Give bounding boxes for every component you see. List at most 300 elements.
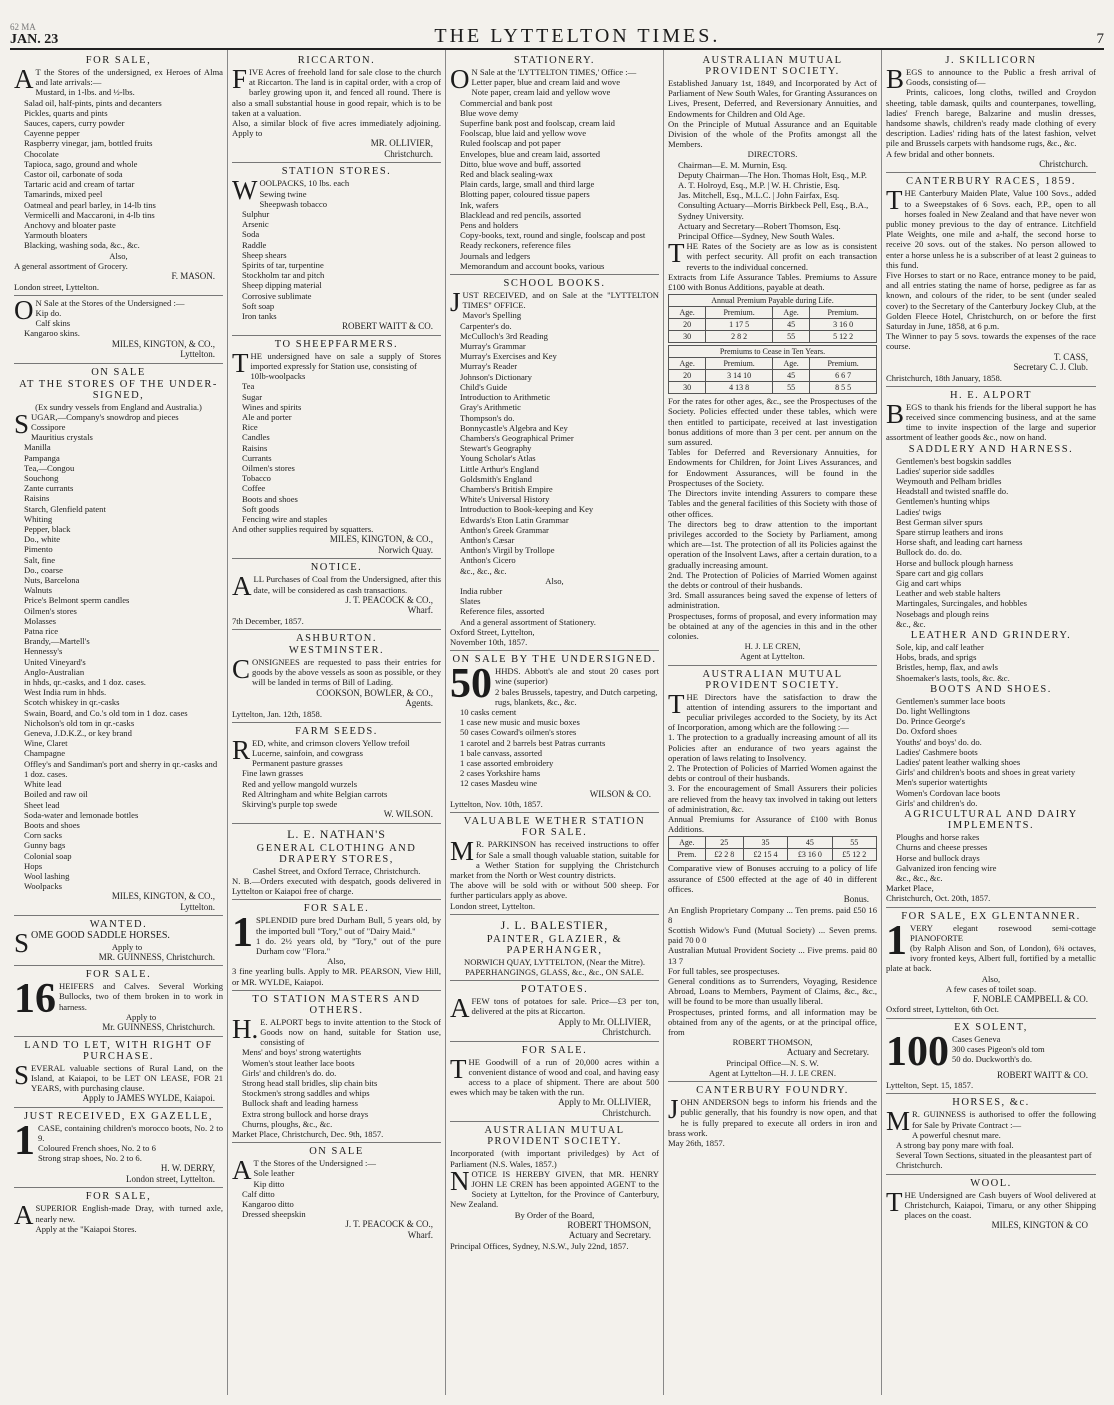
list-item: Copy-books, text, round and single, foolscap and post [460, 230, 646, 241]
table-cell: 5 12 2 [810, 331, 877, 343]
list-item: Hennessy's [24, 646, 63, 657]
list-item: India rubber [460, 585, 503, 596]
list-item: Offley's and Sandiman's port and sherry in qr.-casks and 1 doz. cases. [24, 758, 218, 779]
table-cell: 6 6 7 [810, 370, 877, 382]
list-item: Plain cards, large, small and third large [460, 179, 595, 190]
list-item: Patna rice [24, 626, 59, 637]
item-list [886, 1130, 1096, 1171]
list-item: Pens and holders [460, 220, 519, 231]
list-item: Manilla [24, 442, 51, 453]
list-item: 1 bale canvass, assorted [460, 747, 543, 758]
ad-dray: FOR SALE, ASUPERIOR English-made Dray, with turned axle, nearly new. Apply at the "Kaiapoi Stores. [14, 1191, 223, 1234]
list-item: Raisins [24, 493, 50, 504]
table-cell: 25 [705, 837, 743, 849]
list-item: Sauces, capers, curry powder [24, 118, 125, 129]
list-item: Nosebags and plough reins [896, 608, 989, 619]
list-item: Do. Prince George's [896, 716, 965, 727]
list-item: Anchovy and bloater paste [24, 220, 116, 231]
list-item: Boots and shoes [24, 819, 80, 830]
masthead [10, 8, 1104, 50]
item-list [232, 1047, 441, 1129]
list-item: Goldsmith's England [460, 473, 532, 484]
list-item: Gunny bags [24, 840, 66, 851]
list-item: Corrosive sublimate [242, 290, 312, 301]
table-cell: 1 17 5 [706, 319, 773, 331]
column-5 [882, 50, 1100, 1395]
list-item: 2 bales Brussels, tapestry, and Dutch carpeting, rugs, blankets, &c., &c. [495, 686, 658, 707]
table-cell: 30 [669, 382, 706, 394]
list-item: Pepper, black [24, 524, 71, 535]
ad-miles-kington-stores: ON SALE AT THE STORES OF THE UNDER-SIGNED, (Ex sundry vessels from England and Australia.) SUGAR,—Company's snowdrop and pieces Cossipore Mauritius crystals Manilla Pampanga Tea,—Congou Souchong Zante currants Raisins Starch, Glenfield patent Whiting Pepper, black Do., white Pimento Salt, fine Do., coarse Nuts, Barcelona Walnuts Price's Belmont sperm candles Oilmen's stores Molasses Patna rice Brandy,—Martell's Hennessy's United Vineyard's Anglo-Australian in hhds, qr.-casks, and 1 doz. cases. West India rum in hhds. Scotch whiskey in qr.-casks Swain, Board, and Co.'s old tom in 1 doz. cases Nicholson's old tom in qr.-casks Geneva, J.D.K.Z., or key brand Wine, Claret Champagne Offley's and Sandiman's port and sherry in qr.-casks and 1 doz. cases. White lead Boiled and raw oil Sheet lead Soda-water and lemonade bottles Boots and shoes Corn sacks Gunny bags Colonial soap Hops Wool lashing Woolpacks MILES, KINGTON, & CO., Lyttelton. [14, 364, 223, 917]
list-item: Kip do. [35, 307, 62, 318]
list-item: Johnson's Dictionary [460, 371, 532, 382]
list-item: Ladies' Cashmere boots [896, 746, 978, 757]
list-item: Do., coarse [24, 564, 63, 575]
ad-ex-gazelle: JUST RECEIVED, EX GAZELLE, 1 CASE, containing children's morocco boots, No. 2 to 9. Coloured French shoes, No. 2 to 6 Strong strap shoes, No. 2 to 6. H. W. DERRY, London street, Lyttelton. [14, 1108, 223, 1189]
table-cell: £5 12 2 [832, 849, 876, 861]
list-item: Rice [242, 422, 258, 433]
list-item: Murray's Exercises and Key [460, 351, 557, 362]
ad-wether-station: VALUABLE WETHER STATION FOR SALE. MR. PARKINSON has received instructions to offer for Sale a small though valuable station, suitable for a Wether Station for supplying the Christchurch market from the North or West country districts. The above will be sold with or without 500 sheep. For further particulars apply as above. London street, Lyttelton. [450, 813, 659, 914]
list-item: Headstall and twisted snaffle do. [896, 486, 1009, 497]
list-item: A. T. Holroyd, Esq., M.P. | W. H. Christie, Esq. [678, 180, 840, 191]
list-item: Soda-water and lemonade bottles [24, 809, 139, 820]
list-item: Mavor's Spelling [462, 310, 522, 321]
list-item: Mens' and boys' strong watertights [242, 1047, 362, 1058]
column-1 [10, 50, 228, 1395]
list-item: Shoemaker's lasts, tools, &c. &c. [896, 672, 1010, 683]
list-item: Chambers's British Empire [460, 483, 553, 494]
list-item: White's Universal History [460, 494, 550, 505]
table-cell: 55 [772, 331, 809, 343]
list-item: Ruled foolscap and pot paper [460, 138, 561, 149]
list-item: Souchong [24, 473, 59, 483]
premium-table-100 [668, 836, 877, 861]
list-item: Corn sacks [24, 830, 62, 841]
list-item: Extra strong bullock and horse drays [242, 1108, 369, 1119]
ad-station-masters: TO STATION MASTERS AND OTHERS. H.E. ALPORT begs to invite attention to the Stock of Goods now on hand, suitable for Station use, consisting of Mens' and boys' strong watertights Women's stout leather lace boots Girls' and children's do. do. Strong head stall bridles, slip chain bits Stockmen's strong saddles and whips Bullock shaft and leading harness Extra strong bullock and horse drays Churns, ploughs, &c., &c. Market Place, Christchurch, Dec. 9th, 1857. [232, 991, 441, 1143]
list-item: Ready reckoners, reference files [460, 240, 571, 251]
table-cell: 4 13 8 [706, 382, 773, 394]
list-item: Anthon's Greek Grammar [460, 524, 549, 535]
list-item: Sheet lead [24, 799, 60, 810]
list-item: Cossipore [31, 421, 66, 432]
list-item: Blotting paper, coloured tissue papers [460, 189, 590, 200]
list-item: And a general assortment of Stationery. [460, 616, 596, 627]
list-item: Oatmeal and pearl barley, in 14-lb tins [24, 199, 156, 210]
list-item: Blue wove demy [460, 107, 519, 118]
list-item: Girls' and children's boots and shoes in great variety [896, 767, 1076, 778]
list-item: Gray's Arithmetic [460, 402, 521, 413]
list-item: Strong strap shoes, No. 2 to 6. [38, 1153, 142, 1164]
table-cell: 55 [772, 382, 809, 394]
list-item: Stewart's Geography [460, 443, 532, 454]
list-item: Sheep shears [242, 249, 287, 260]
ad-pianoforte: FOR SALE, EX GLENTANNER. 1 VERY elegant rosewood semi-cottage PIANOFORTE (by Ralph Alison and Son, of London), 6¾ octaves, ivory fronted keys, Albert full, fortified by a metallic plate at back. Also, A few cases of toilet soap. F. NOBLE CAMPBELL & CO. Oxford street, Lyttelton, 6th Oct. [886, 908, 1096, 1019]
table-cell: £3 16 0 [788, 849, 832, 861]
table-cell: Premium. [810, 358, 877, 370]
list-item: Sheepwash tobacco [259, 198, 328, 209]
ad-nathan: L. E. NATHAN'S GENERAL CLOTHING AND DRAPERY STORES, Cashel Street, and Oxford Terrace, Christchurch. N. B.—Orders executed with despatch, goods delivered in Lyttelton or Kaiapoi free of charge. [232, 824, 441, 901]
list-item: Introduction to Book-keeping and Key [460, 504, 594, 515]
list-item: Young Scholar's Atlas [460, 453, 536, 464]
premium-table-ten-years: Premiums to Cease in Ten Years. Age. Premium. Age. Premium. 20 3 14 10 45 6 6 7 30 4 13 8 55 8 5 5 [668, 345, 877, 394]
list-item: Tobacco [242, 473, 271, 484]
list-item: Molasses [24, 615, 56, 626]
list-item: Horse shaft, and leading cart harness [896, 537, 1023, 548]
item-list [14, 308, 223, 339]
list-item: Coffee [242, 483, 266, 494]
list-item: Youths' and boys' do. do. [896, 736, 982, 747]
item-list [450, 77, 659, 271]
list-item: Kangaroo skins. [24, 328, 80, 339]
list-item: 10lb-woolpacks [250, 371, 306, 382]
list-item: Arsenic [242, 219, 269, 230]
list-item: Child's Guide [460, 381, 508, 392]
list-item: Cayenne pepper [24, 128, 80, 139]
list-item: Salad oil, half-pints, pints and decanters [24, 97, 162, 108]
ad-canterbury-races: CANTERBURY RACES, 1859. THE Canterbury Maiden Plate, Value 100 Sovs., added to a Sweepstakes of 6 Sovs. each, P.P., open to all horses foaled in New Zealand and that have never won public money previous to the day of entrance. Litchfield Plate Weights, one mile and a-half, the second horse to receive 20 sovs. out of the stakes. No person allowed to enter a horse unless he is a subscriber of at least 2 guineas to this fund. Five Horses to start or no Race, entrance money to be paid, and all entries stating the name of horse, pedigree as far as known, and colours of the rider, to be sent (under sealed cover) to the Secretary of the Canterbury Jockey Club, at the Golden Fleece Hotel, Christchurch, on or before the first Saturday in June, 1858, at 6 p.m. The Winner to pay 5 sovs. towards the expenses of the race course. T. CASS, Secretary C. J. Club. Christchurch, 18th January, 1858. [886, 173, 1096, 386]
column-3 [446, 50, 664, 1395]
list-item: Candles [242, 432, 270, 443]
ad-ashburton: ASHBURTON. WESTMINSTER. CONSIGNEES are requested to pass their entries for goods by the above vessels as soon as possible, or they will be landed in terms of Bill of Lading. COOKSON, BOWLER, & CO., Agents. Lyttelton, Jan. 12th, 1858. [232, 630, 441, 723]
list-item: Several Town Sections, situated in the pleasantest part of Christchurch. [896, 1150, 1092, 1171]
list-item: Best German silver spurs [896, 516, 983, 527]
list-item: Carpenter's do. [460, 320, 512, 331]
item-list [14, 422, 223, 891]
ad-balestier: J. L. BALESTIER, PAINTER, GLAZIER, & PAPERHANGER, NORWICH QUAY, LYTTELTON, (Near the Mitre). PAPERHANGINGS, GLASS, &c., &c., ON SALE. [450, 915, 659, 981]
table-cell: 30 [669, 331, 706, 343]
list-item: Do. light Wellingtons [896, 706, 970, 717]
list-item: Lucerne, sainfoin, and cowgrass [252, 748, 363, 759]
list-item: Weymouth and Pelham bridles [896, 476, 1002, 486]
ad-peacock-leather: ON SALE AT the Stores of the Undersigned :— Sole leather Kip ditto Calf ditto Kangaroo ditto Dressed sheepskin J. T. PEACOCK & CO., Wharf. [232, 1143, 441, 1243]
list-item: Sewing twine [259, 188, 307, 199]
list-item: Fencing wire and staples [242, 514, 328, 525]
item-list [886, 832, 1096, 883]
list-item: Oilmen's stores [24, 605, 77, 616]
list-item: 1 case assorted embroidery [460, 758, 554, 768]
table-cell: Age. [772, 358, 809, 370]
list-item: Calf ditto [242, 1188, 275, 1199]
item-list [450, 586, 659, 627]
item-list [886, 696, 1096, 808]
item-list [886, 642, 1096, 683]
list-item: Bonnycastle's Algebra and Key [460, 422, 568, 433]
list-item: Principal Office—Sydney, New South Wales. [678, 231, 835, 242]
list-item: Reference files, assorted [460, 606, 545, 617]
list-item: Little Arthur's England [460, 463, 539, 474]
item-list [14, 87, 223, 250]
list-item: McCulloch's 3rd Reading [460, 330, 548, 341]
list-item: Red Altringham and white Belgian carrots [242, 788, 388, 799]
columns [10, 50, 1104, 1395]
ad-station-stores: STATION STORES. WOOLPACKS, 10 lbs. each Sewing twine Sheepwash tobacco Sulphur Arsenic Soda Raddle Sheep shears Spirits of tar, turpentine Stockholm tar and pitch Sheep dipping material Corrosive sublimate Soft soap Iron tanks ROBERT WAITT & CO. [232, 163, 441, 335]
table-cell: Premium. [810, 307, 877, 319]
list-item: Sulphur [242, 209, 270, 220]
table-cell: 45 [772, 319, 809, 331]
table-cell: Age. [669, 307, 706, 319]
table-cell: 55 [832, 837, 876, 849]
list-item: Castor oil, carbonate of soda [24, 169, 123, 180]
newspaper-title: THE LYTTELTON TIMES. [434, 25, 721, 47]
list-item: Scotch whiskey in qr.-casks [24, 697, 120, 708]
list-item: Bullock do. do. do. [896, 547, 962, 558]
list-item: Pickles, quarts and pints [24, 107, 108, 118]
list-item: Anthon's Cicero [460, 555, 516, 566]
list-item: Red and yellow mangold wurzels [242, 778, 358, 789]
list-item: Cases Geneva [952, 1033, 1001, 1044]
ad-notice-coal: NOTICE. ALL Purchases of Coal from the Undersigned, after this date, will be considered as cash transactions. J. T. PEACOCK & CO., Wharf. 7th December, 1857. [232, 559, 441, 630]
list-item: 2 cases Yorkshire hams [460, 768, 541, 779]
item-list [232, 1168, 441, 1219]
item-list [232, 748, 441, 809]
list-item: Sugar [242, 391, 263, 402]
list-item: Ale and porter [242, 411, 292, 422]
list-item: Iron tanks [242, 311, 277, 322]
list-item: Blacklead and red pencils, assorted [460, 209, 581, 220]
list-item: Churns and cheese presses [896, 842, 988, 853]
list-item: Pampanga [24, 452, 60, 463]
list-item: 1 case new music and music boxes [460, 717, 580, 728]
list-item: Boots and shoes [242, 493, 298, 504]
list-item: &c., &c., &c. [460, 565, 507, 576]
list-item: Sole leather [253, 1168, 295, 1179]
list-item: Mauritius crystals [31, 432, 93, 443]
list-item: Soft goods [242, 503, 280, 514]
ad-mason-for-sale: FOR SALE, AT the Stores of the undersigned, ex Heroes of Alma and late arrivals:— Mustard, in 1-lbs. and ½-lbs. Salad oil, half-pints, pints and decanters Pickles, quarts and pints Sauces, capers, curry powder Cayenne pepper Raspberry vinegar, jam, bottled fruits Chocolate Tapioca, sago, ground and whole Castor oil, carbonate of soda Tartaric acid and cream of tartar Tamarinds, mixed peel Oatmeal and pearl barley, in 14-lb tins Vermicelli and Maccaroni, in 4-lb tins Anchovy and bloater paste Yarmouth bloaters Blacking, washing soda, &c., &c. Also, A general assortment of Grocery. F. MASON. London street, Lyttelton. [14, 52, 223, 296]
premium-table-life: Annual Premium Payable during Life. Age. Premium. Age. Premium. 20 1 17 5 45 3 16 0 30 2 8 2 55 5 12 2 [668, 294, 877, 343]
list-item: Raisins [242, 442, 268, 453]
list-item: Slates [460, 596, 481, 607]
issue-date: 62 MA JAN. 23 [10, 22, 59, 47]
list-item: Martingales, Surcingales, and hobbles [896, 598, 1028, 609]
list-item: Foolscap, blue laid and yellow wove [460, 128, 587, 139]
list-item: Woolpacks [24, 881, 62, 892]
list-item: Boiled and raw oil [24, 789, 88, 800]
list-item: Girls' and children's do. [896, 797, 978, 808]
list-item: Leather and web stable halters [896, 588, 1001, 599]
list-item: Champagne [24, 748, 66, 759]
list-item: Calf skins [35, 318, 71, 329]
table-cell: 3 16 0 [810, 319, 877, 331]
list-item: Colonial soap [24, 850, 72, 861]
list-item: Murray's Reader [460, 361, 518, 372]
list-item: Jas. Mitchell, Esq., M.L.C. | John Fairfax, Esq. [678, 190, 840, 201]
item-list [886, 456, 1096, 629]
table-cell: 20 [669, 319, 706, 331]
list-item: Tapioca, sago, ground and whole [24, 158, 138, 169]
list-item: Soft soap [242, 300, 275, 311]
list-item: A strong bay pony mare with foal. [896, 1139, 1014, 1150]
list-item: Mustard, in 1-lbs. and ½-lbs. [35, 87, 135, 98]
list-item: Murray's Grammar [460, 341, 526, 352]
list-item: Stockmen's strong saddles and whips [242, 1088, 370, 1099]
ad-farm-seeds: FARM SEEDS. RED, white, and crimson clovers Yellow trefoil Lucerne, sainfoin, and cowgrass Permanent pasture grasses Fine lawn grasses Red and yellow mangold wurzels Red Altringham and white Belgian carrots Skirving's purple top swede W. WILSON. [232, 723, 441, 824]
ad-sheepfarmers: TO SHEEPFARMERS. THE undersigned have on sale a supply of Stores imported expressly for Station use, consisting of 10lb-woolpacks Tea Sugar Wines and spirits Ale and porter Rice Candles Raisins Currants Oilmen's stores Tobacco Coffee Boots and shoes Soft goods Fencing wire and staples And other supplies required by squatters. MILES, KINGTON, & CO., Norwich Quay. [232, 336, 441, 560]
list-item: Ladies' superior side saddles [896, 465, 995, 476]
directors-list [668, 160, 877, 242]
list-item: 50 cases Coward's oilmen's stores [460, 727, 577, 738]
table-cell: 35 [743, 837, 787, 849]
ad-heifers: FOR SALE. 16 HEIFERS and Calves. Several Working Bullocks, two of them broken in to work in harness. Apply to Mr. GUINNESS, Christchurch. [14, 966, 223, 1036]
list-item: West India rum in hhds. [24, 687, 107, 698]
list-item: Do. Oxford shoes [896, 726, 957, 737]
list-item: 12 cases Masdeu wine [460, 778, 538, 789]
ad-wool: WOOL. THE Undersigned are Cash buyers of Wool delivered at Christchurch, Kaiapoi, Timaru, or any other Shipping places on the coast. MILES, KINGTON & CO [886, 1177, 1096, 1231]
list-item: Red and black sealing-wax [460, 169, 553, 180]
ad-amp-society: AUSTRALIAN MUTUAL PROVIDENT SOCIETY. Established January 1st, 1849, and Incorporated by Act of Parliament of New South Wales, for Granting Assurances on Lives, Present, Deferred, and Reversionary Annuities, and Endowments for Children and Old Age. On the Principle of Mutual Assurance and an Equitable Division of the whole of the Profits amongst all the Members. DIRECTORS. Chairman—E. M. Murnin, Esq. Deputy Chairman—The Hon. Thomas Holt, Esq., M.P. A. T. Holroyd, Esq., M.P. | W. H. Christie, Esq. Jas. Mitchell, Esq., M.L.C. | John Fairfax, Esq. Consulting Actuary—Morris Birkbeck Pell, Esq., B.A., Sydney University. Actuary and Secretary—Robert Thomson, Esq. Principal Office—Sydney, New South Wales. THE Rates of the Society are as low as is consistent with perfect security. All profit on each transaction reverts to the individual concerned. Extracts from Life Assurance Tables. Premiums to Assure £100 with Bonus Additions, payable at death. Annual Premium Payable during Life. Age. Premium. Age. Premium. 20 1 17 5 45 3 16 0 30 2 8 2 55 5 12 2 Premiums to Cease in Ten Years. Age. Premium. Age. Premium. 20 3 14 10 45 6 6 7 30 4 13 8 55 8 5 5 For the rates for other ages, &c., see the Prospectuses of the Society. Policies effected under these tables, which were then entitled to participate, received at last investigation bonus additions of more than 3 per cent. per annum on the sum assured. Tables for Deferred and Reversionary Annuities, for Endowments for Children, for Joint Lives Assurances, and for Endowment Assurances, will be found in the Prospectuses of the Society. The Directors invite intending Assurers to compare these Tables and the general facilities of this Society with those of other offices. The directors beg to draw attention to the important privileges accorded to the Society by Parliament, among which are—1st. The protection of all its Policies against the operation of the Insolvent Laws, after a certain duration, to a gradually increasing amount. 2nd. The Protection of Policies of Married Women against the debts or controul of their husbands. 3rd. Small assurances being saved the expense of letters of administration. Prospectuses, forms of proposal, and every information may be obtained at any of the agencies in this and in the other colonies. H. J. LE CREN, Agent at Lyttelton. [668, 52, 877, 666]
item-list [450, 310, 659, 575]
list-item: Superfine bank post and foolscap, cream laid [460, 118, 615, 129]
list-item: Spare cart and gig collars [896, 567, 984, 578]
list-item: Hobs, brads, and sprigs [896, 652, 977, 663]
list-item: Envelopes, blue and cream laid, assorted [460, 148, 601, 159]
list-item: Kip ditto [253, 1178, 285, 1189]
ad-skillicorn: J. SKILLICORN BEGS to announce to the Public a fresh arrival of Goods, consisting of— Prints, calicoes, long cloths, twilled and Croydon sheeting, table damask, quilts and counterpanes, towelling, ladies' French barege, Balzarine and muslin dresses, handsome shawls, children's ready made clothing of every description. Ladies' riding hats of the latest fashion, velvet pile and Brussels carpets with handsome rugs, &c., &c. A few bridal and other bonnets. Christchurch. [886, 52, 1096, 173]
list-item: Dressed sheepskin [242, 1209, 306, 1220]
list-item: Ink, wafers [460, 199, 499, 210]
ad-stationery: STATIONERY. ON Sale at the 'LYTTELTON TIMES,' Office :— Letter paper, blue and cream laid and wove Note paper, cream laid and yellow wove Commercial and bank post Blue wove demy Superfine bank post and foolscap, cream laid Foolscap, blue laid and yellow wove Ruled foolscap and pot paper Envelopes, blue and cream laid, assorted Ditto, blue wove and buff, assorted Red and black sealing-wax Plain cards, large, small and third large Blotting paper, coloured tissue papers Ink, wafers Blacklead and red pencils, assorted Pens and holders Copy-books, text, round and single, foolscap and post Ready reckoners, reference files Journals and ledgers Memorandum and account books, various [450, 52, 659, 275]
list-item: &c., &c., &c. [896, 872, 943, 883]
table-cell: Premium. [706, 307, 773, 319]
list-item: Anthon's Cæsar [460, 534, 515, 545]
list-item: Anglo-Australian [24, 666, 85, 677]
list-item: Wine, Claret [24, 738, 68, 749]
table-cell: 2 8 2 [706, 331, 773, 343]
ad-land-to-let: LAND TO LET, WITH RIGHT OF PURCHASE. SEVERAL valuable sections of Rural Land, on the Island, at Kaiapoi, to be LET ON LEASE, FOR 21 YEARS, with purchasing clause. Apply to JAMES WYLDE, Kaiapoi. [14, 1037, 223, 1108]
list-item: Chairman—E. M. Murnin, Esq. [678, 159, 788, 170]
list-item: A powerful chesnut mare. [912, 1129, 1001, 1140]
list-item: in hhds, qr.-casks, and 1 doz. cases. [24, 677, 146, 688]
list-item: Gentlemen's summer lace boots [896, 695, 1006, 706]
list-item: Price's Belmont sperm candles [24, 595, 130, 606]
list-item: Whiting [24, 513, 53, 524]
table-cell: 8 5 5 [810, 382, 877, 394]
list-item: Nicholson's old tom in qr.-casks [24, 717, 135, 728]
list-item: Stockholm tar and pitch [242, 270, 325, 281]
ad-potatoes: POTATOES. AFEW tons of potatoes for sale. Price—£3 per ton, delivered at the pits at Riccarton. Apply to Mr. OLLIVIER, Christchurch. [450, 981, 659, 1041]
column-2 [228, 50, 446, 1395]
list-item: Churns, ploughs, &c., &c. [242, 1118, 333, 1129]
list-item: Men's superior watertights [896, 777, 988, 788]
ad-amp-agent: AUSTRALIAN MUTUAL PROVIDENT SOCIETY. Incorporated (with important priviledges) by Act of Parliament (N.S. Wales, 1857.) NOTICE IS HEREBY GIVEN, that MR. HENRY JOHN LE CREN has been appointed AGENT to the Society at Lyttelton, for the Province of Canterbury, New Zealand. By Order of the Board, ROBERT THOMSON, Actuary and Secretary. Principal Offices, Sydney, N.S.W., July 22nd, 1857. [450, 1125, 659, 1251]
ad-wanted-horses: WANTED. SOME GOOD SADDLE HORSES. Apply to MR. GUINNESS, Christchurch. [14, 916, 223, 966]
list-item: Swain, Board, and Co.'s old tom in 1 doz. cases [24, 707, 188, 718]
list-item: Sole, kip, and calf leather [896, 642, 984, 653]
ad-amp-privileges: AUSTRALIAN MUTUAL PROVIDENT SOCIETY. THE Directors have the satisfaction to draw the attention of intending assurers to the important and peculiar privileges accorded to the Society, by its Act of Incorporation, among which are the following :— 1. The protection to a gradually increasing amount of all its Policies after an endurance of two years against the operation of laws relating to Insolvency. 2. The Protection of Policies of Married Women against the debts or controul of their husbands. 3. For the encouragement of Small Assurers their policies are relieved from the heavy tax involved in taking out letters of administration, &c. Annual Premiums for Assurance of £100 with Bonus Additions. Age. 25 35 45 55 Prem. £2 2 8 £2 15 4 £3 16 0 £5 12 2 Comparative view of Bonuses accruing to a policy of life assurance of £500 effected at the age of 40 in different offices. Bonus. An English Proprietary Company ... Ten prems. paid £50 16 8 Scottish Widow's Fund (Mutual Society) ... Seven prems. paid 70 0 0 Australian Mutual Provident Society ... Five prems. paid 80 13 7 For full tables, see prospectuses. General conditions as to Surrenders, Voyaging, Residence Abroad, Loans to Members, Payment of Claims, &c., &c., will be found to be more than usually liberal. Prospectuses, printed forms, and all information may be obtained from any of the agents, or at the principal office, from ROBERT THOMSON, Actuary and Secretary. Principal Office—N. S. W. Agent at Lyttelton—H. J. LE CREN. [668, 666, 877, 1083]
item-list [232, 371, 441, 524]
list-item: Do., white [24, 534, 61, 545]
list-item: Fine lawn grasses [242, 768, 304, 779]
list-item: Ladies' twigs [896, 506, 942, 517]
list-item: Anthon's Virgil by Trollope [460, 545, 555, 556]
list-item: Ladies' patent leather walking shoes [896, 757, 1021, 768]
list-item: Women's stout leather lace boots [242, 1057, 355, 1068]
list-item: Commercial and bank post [460, 97, 553, 108]
list-item: Sheep dipping material [242, 280, 322, 291]
item-list [14, 1143, 223, 1163]
list-item: Tea [242, 381, 255, 392]
ad-durham-bull: FOR SALE. 1 SPLENDID pure bred Durham Bull, 5 years old, by the imported bull "Tory," out of "Dairy Maid." 1 do. 2½ years old, by "Tory," out of the pure Durham cow "Flora." Also, 3 fine yearling bulls. Apply to MR. PEARSON, View Hill, or MR. WYLDE, Kaiapoi. [232, 900, 441, 990]
list-item: Pimento [24, 544, 53, 555]
list-item: Consulting Actuary—Morris Birkbeck Pell, Esq., B.A., Sydney University. [678, 200, 869, 221]
list-item: Yarmouth bloaters [24, 230, 88, 241]
list-item: Permanent pasture grasses [252, 758, 343, 769]
list-item: Spare stirrup leathers and irons [896, 527, 1003, 538]
list-item: Chambers's Geographical Primer [460, 432, 574, 443]
list-item: Actuary and Secretary—Robert Thomson, Esq. [678, 220, 841, 231]
list-item: Ditto, blue wove and buff, assorted [460, 158, 581, 169]
item-list [232, 189, 441, 322]
list-item: Nuts, Barcelona [24, 575, 80, 586]
ad-miles-kington-leather: ON Sale at the Stores of the Undersigned :— Kip do. Calf skins Kangaroo skins. MILES, KINGTON, & CO., Lyttelton. [14, 296, 223, 364]
list-item: Bullock shaft and leading harness [242, 1098, 358, 1109]
list-item: Wool lashing [24, 870, 70, 881]
list-item: Bristles, hemp, flax, and awls [896, 662, 998, 673]
list-item: Horse and bullock plough harness [896, 557, 1013, 568]
list-item: Raspberry vinegar, jam, bottled fruits [24, 138, 153, 149]
ad-canterbury-foundry: CANTERBURY FOUNDRY. JOHN ANDERSON begs to inform his friends and the public generally, that his foundry is now open, and that he is fully prepared to execute all orders in iron and brass work. May 26th, 1857. [668, 1085, 877, 1149]
column-4 [664, 50, 882, 1395]
list-item: Memorandum and account books, various [460, 260, 605, 271]
list-item: Oilmen's stores [242, 463, 295, 473]
list-item: Thompson's do. [460, 412, 515, 423]
list-item: Tamarinds, mixed peel [24, 189, 103, 200]
list-item: United Vineyard's [24, 656, 86, 667]
list-item: Tartaric acid and cream of tartar [24, 179, 135, 190]
list-item: Skirving's purple top swede [242, 799, 338, 810]
list-item: Salt, fine [24, 554, 56, 565]
table-cell: 3 14 10 [706, 370, 773, 382]
list-item: Raddle [242, 239, 267, 250]
list-item: Strong head stall bridles, slip chain bits [242, 1078, 378, 1089]
list-item: White lead [24, 779, 62, 790]
list-item: Kangaroo ditto [242, 1199, 294, 1210]
table-cell: 20 [669, 370, 706, 382]
list-item: Vermicelli and Maccaroni, in 4-lb tins [24, 209, 155, 220]
list-item: Introduction to Arithmetic [460, 392, 551, 403]
list-item: Blacking, washing soda, &c., &c. [24, 240, 140, 251]
list-item: Ploughs and horse rakes [896, 832, 980, 843]
list-item: Chocolate [24, 148, 59, 159]
table-cell: £2 15 4 [743, 849, 787, 861]
list-item: Galvanized iron fencing wire [896, 862, 997, 873]
ad-horses: HORSES, &c. MR. GUINNESS is authorised to offer the following for Sale by Private Contract :— A powerful chesnut mare. A strong bay pony mare with foal. Several Town Sections, situated in the pleasantest part of Christchurch. [886, 1094, 1096, 1174]
list-item: Gig and cart whips [896, 578, 962, 589]
list-item: Note paper, cream laid and yellow wove [471, 87, 611, 98]
list-item: Hops [24, 860, 43, 871]
list-item: Tea,—Congou [24, 462, 75, 473]
list-item: Horse and bullock drays [896, 852, 980, 863]
list-item: Wines and spirits [242, 401, 302, 412]
ad-goodwill-run: FOR SALE. THE Goodwill of a run of 20,000 acres within a convenient distance of wood and coal, and having easy access to a place of shipment. There are about 500 ewes which may be taken with the run. Apply to Mr. OLLIVIER, Christchurch. [450, 1042, 659, 1123]
list-item: Letter paper, blue and cream laid and wove [471, 77, 621, 88]
ad-alport: H. E. ALPORT BEGS to thank his friends for the liberal support he has received since commencing business, and at the same time to invite inspection of the large and superior assortment of leather goods &c., now on hand. SADDLERY AND HARNESS. Gentlemen's best bogskin saddles Ladies' superior side saddles Weymouth and Pelham bridles Headstall and twisted snaffle do. Gentlemen's hunting whips Ladies' twigs Best German silver spurs Spare stirrup leathers and irons Horse shaft, and leading cart harness Bullock do. do. do. Horse and bullock plough harness Spare cart and gig collars Gig and cart whips Leather and web stable halters Martingales, Surcingales, and hobbles Nosebags and plough reins &c., &c. LEATHER AND GRINDERY. Sole, kip, and calf leather Hobs, brads, and sprigs Bristles, hemp, flax, and awls Shoemaker's lasts, tools, &c. &c. BOOTS AND SHOES. Gentlemen's summer lace boots Do. light Wellingtons Do. Prince George's Do. Oxford shoes Youths' and boys' do. do. Ladies' Cashmere boots Ladies' patent leather walking shoes Girls' and children's boots and shoes in great variety Men's superior watertights Women's Cordovan lace boots Girls' and children's do. AGRICULTURAL AND DAIRY IMPLEMENTS. Ploughs and horse rakes Churns and cheese presses Horse and bullock drays Galvanized iron fencing wire &c., &c., &c. Market Place, Christchurch, Oct. 20th, 1857. [886, 387, 1096, 908]
list-item: Gentlemen's best bogskin saddles [896, 455, 1012, 466]
list-item: 10 casks cement [460, 706, 517, 717]
list-item: Currants [242, 452, 272, 463]
page-number: 7 [1096, 31, 1104, 47]
list-item: &c., &c. [896, 618, 926, 629]
list-item: Journals and ledgers [460, 250, 531, 261]
list-item: Edwards's Eton Latin Grammar [460, 514, 569, 525]
ad-wilson-sale: ON SALE BY THE UNDERSIGNED. 50 HHDS. Abbott's ale and stout 20 cases port wine (superior) 2 bales Brussels, tapestry, and Dutch carpeting, rugs, blankets, &c., &c. 10 casks cement 1 case new music and music boxes 50 cases Coward's oilmen's stores 1 carotel and 2 barrels best Patras currants 1 bale canvass, assorted 1 case assorted embroidery 2 cases Yorkshire hams 12 cases Masdeu wine WILSON & CO. Lyttelton, Nov. 10th, 1857. [450, 651, 659, 813]
list-item: Deputy Chairman—The Hon. Thomas Holt, Esq., M.P. [678, 169, 867, 180]
ad-ex-solent: EX SOLENT, 100 Cases Geneva 300 cases Pigeon's old tom 50 do. Duckworth's do. ROBERT WAITT & CO. Lyttelton, Sept. 15, 1857. [886, 1019, 1096, 1095]
list-item: 300 cases Pigeon's old tom [952, 1043, 1045, 1054]
table-cell: Age. [772, 307, 809, 319]
